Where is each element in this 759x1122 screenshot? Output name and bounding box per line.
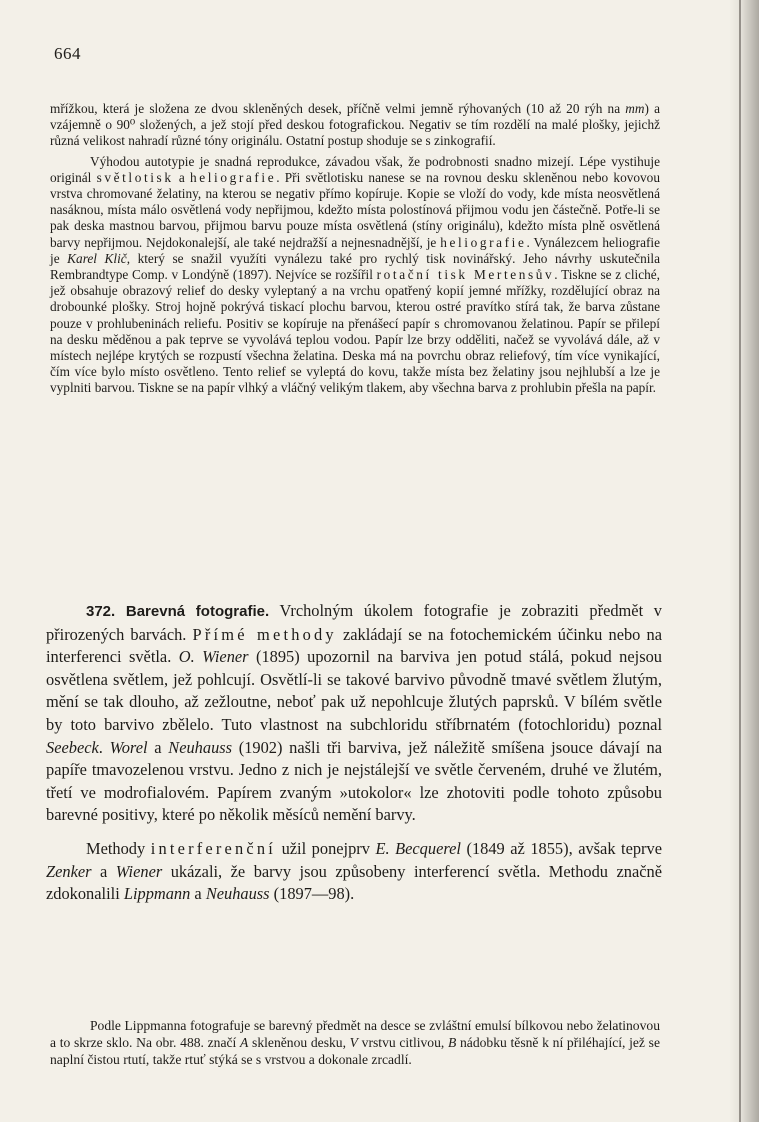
paragraph-lippmann: Podle Lippmanna fotografuje se barevný předmět na desce se zvláštní emulsí bílkovou nebo želatinovou a to skrze sklo. Na obr. 488. značí A skleněnou desku, V vrstvu citlivou, B nádobku těsně k ní přiléhající, jež se naplní čistou rtutí, takže rtuť stýká se s vrstvou a dokonale zrcadlí. xyxy=(50,1018,660,1067)
paragraph-interferencni: Methody interferenční užil ponejprv E. Becquerel (1849 až 1855), avšak teprve Zenker a Wiener ukázali, že barvy jsou způsobeny interferencí světla. Methodu značně zdokonalili Lippmann a Neuhauss (1897—98). xyxy=(46,838,662,904)
section-title: Barevná fotografie. xyxy=(125,603,270,620)
book-spine-line xyxy=(739,0,741,1122)
small-text-block-bottom xyxy=(50,1017,660,1068)
paragraph-autotypie: Výhodou autotypie je snadná reprodukce, závadou však, že podrobnosti snadno mizejí. Lépe vystihuje originál světlotisk a heliografie. Při světlotisku nanese se na rovnou desku skleněnou nebo kovovou vrstva chromované želatiny, na kterou se negativ přímo kopíruje. Kopie se vloží do vody, kde místa neosvětlená nasáknou, místa málo osvětlená vody nepřijmou, kdežto místa polostínová přijmou vodu jen částečně. Potře-li se pak deska mastnou barvou, přijmou barvu pouze místa osvětlená (stíny originálu), kdežto místa plně osvětlená barvy nepřijmou. Nejdokonalejší, ale také nejdražší a nejnesnadnější, je heliografie. Vynálezcem heliografie je Karel Klič, který se snažil využíti vynálezu také pro rychlý tisk novinářský. Jeho návrhy uskutečnila Rembrandtype Comp. v Londýně (1897). Nejvíce se rozšířil rotační tisk Mertensův. Tiskne se z cliché, jež obsahuje obrazový relief do desky vyleptaný a na vrchu opatřený kopií jemné mřížky, rozdělující obraz na drobounké plošky. Stroj hojně pokrývá tiskací plochu barvou, kterou ostré pravítko stírá tak, že barva zůstane pouze v prohlubeninách reliefu. Positiv se kopíruje na přenášecí papír s chromovanou želatinou. Papír se přilepí na desku měděnou a pak teprve se vyvolává teplou vodou. Papír lze brzy odděliti, načež se vyvolává dále, až v místech nejlépe krytých se rozpustí všechna želatina. Deska má na povrchu obraz reliefový, tím více vynikající, čím více bylo místo osvětleno. Tento relief se vyleptá do kovu, takže místa bez želatiny jsou nejhlubší a lze je vyplniti barvou. Tiskne se na papír vlhký a vláčný velikým tlakem, aby všechna barva z prohlubin přešla na papír. xyxy=(50,153,661,396)
paragraph-mrizka: mřížkou, která je složena ze dvou skleněných desek, příčně velmi jemně rýhovaných (10 až 20 rýh na mm) a vzájemně o 90⁰ složených, a jež stojí před deskou fotografickou. Negativ se tím rozdělí na malé plošky, jejichž různá velikost nahradí různé tóny originálu. Ostatní postup shoduje se s zinkografií. xyxy=(50,101,661,149)
book-spine-shadow xyxy=(729,0,759,1122)
large-text-block xyxy=(46,600,662,906)
page-number: 664 xyxy=(54,44,81,63)
small-text-block xyxy=(50,101,660,397)
section-number: 372. xyxy=(86,603,116,620)
section-barevna-fotografie: 372. Barevná fotografie. Vrcholným úkolem fotografie je zobraziti předmět v přirozených barvách. Přímé methody zakládají se na fotochemickém účinku nebo na interferenci světla. O. Wiener (1895) upozornil na barviva jen potud stálá, pokud nejsou osvětlena světlem, jež pohlcují. Osvětlí-li se takové barvivo původně tmavé světlem žlutým, mění se tak dlouho, až zežloutne, neboť pak už nepohlcuje žlutých paprsků. V bílém světle by toto barvivo zbělelo. Tuto vlastnost na subchloridu stříbrnatém (fotochloridu) poznal Seebeck. Worel a Neuhauss (1902) našli tři barviva, jež náležitě smíšena jsouce dávají na papíře tmavozelenou vrstvu. Jedno z nich je nejstálejší ve světle červeném, druhé ve žlutém, třetí ve modrofialovém. Papírem zvaným »utokolor« lze zhotoviti podle tohoto způsobu barevné positivy, které po několik měsíců nemění barvy. xyxy=(46,601,662,825)
